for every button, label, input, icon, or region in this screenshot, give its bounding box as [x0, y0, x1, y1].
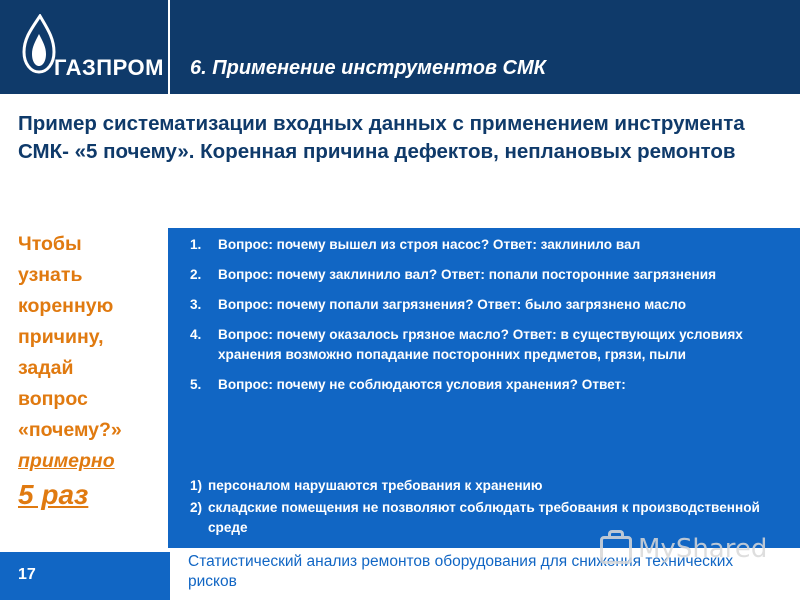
- item-number: 4.: [190, 327, 202, 342]
- section-title: 6. Применение инструментов СМК: [190, 57, 546, 79]
- side-line: «почему?»: [18, 419, 122, 441]
- side-prompt: [18, 229, 168, 513]
- side-line: вопрос: [18, 388, 88, 410]
- watermark: [600, 534, 767, 564]
- item-number: 1): [190, 478, 203, 493]
- logo: [0, 0, 170, 94]
- list-item: [190, 325, 790, 365]
- question-list: [190, 235, 790, 405]
- item-number: 1.: [190, 237, 202, 252]
- list-item: [190, 498, 790, 538]
- item-text: Вопрос: почему попали загрязнения? Ответ: было загрязнено масло: [218, 297, 687, 312]
- item-text: Вопрос: почему оказалось грязное масло? Ответ: в существующих условиях хранения возможно попадание посторонних предметов, грязи, пыли: [218, 327, 743, 362]
- item-text: Вопрос: почему не соблюдаются условия хранения? Ответ:: [218, 377, 626, 392]
- side-emphasis: примерно: [18, 450, 115, 472]
- side-line: задай: [18, 357, 74, 379]
- list-item: [190, 235, 790, 255]
- side-line: узнать: [18, 264, 83, 286]
- side-line: Чтобы: [18, 233, 82, 255]
- answer-list: [190, 476, 790, 540]
- list-item: [190, 265, 790, 285]
- side-emphasis-large: 5 раз: [18, 479, 89, 510]
- item-number: 5.: [190, 377, 202, 392]
- item-number: 2.: [190, 267, 202, 282]
- list-item: [190, 295, 790, 315]
- footer-text: Статистический анализ ремонтов оборудования для снижения технических рисков: [188, 553, 734, 590]
- item-number: 3.: [190, 297, 202, 312]
- list-item: [190, 375, 790, 395]
- watermark-text: MyShared: [638, 534, 768, 564]
- item-text: складские помещения не позволяют соблюдать требования к производственной среде: [208, 500, 760, 535]
- item-text: Вопрос: почему заклинило вал? Ответ: попали посторонние загрязнения: [218, 267, 717, 282]
- side-line: коренную: [18, 295, 114, 317]
- page-headline: Пример систематизации входных данных с применением инструмента СМК- «5 почему». Коренная причина дефектов, неплановых ремонтов: [18, 112, 745, 163]
- briefcase-icon: [600, 536, 632, 564]
- item-number: 2): [190, 500, 203, 515]
- item-text: персоналом нарушаются требования к хранению: [208, 478, 543, 493]
- item-text: Вопрос: почему вышел из строя насос? Ответ: заклинило вал: [218, 237, 641, 252]
- page-number: 17: [18, 566, 36, 583]
- logo-text: ГАЗПРОМ: [54, 55, 164, 80]
- side-line: причину,: [18, 326, 104, 348]
- list-item: [190, 476, 790, 496]
